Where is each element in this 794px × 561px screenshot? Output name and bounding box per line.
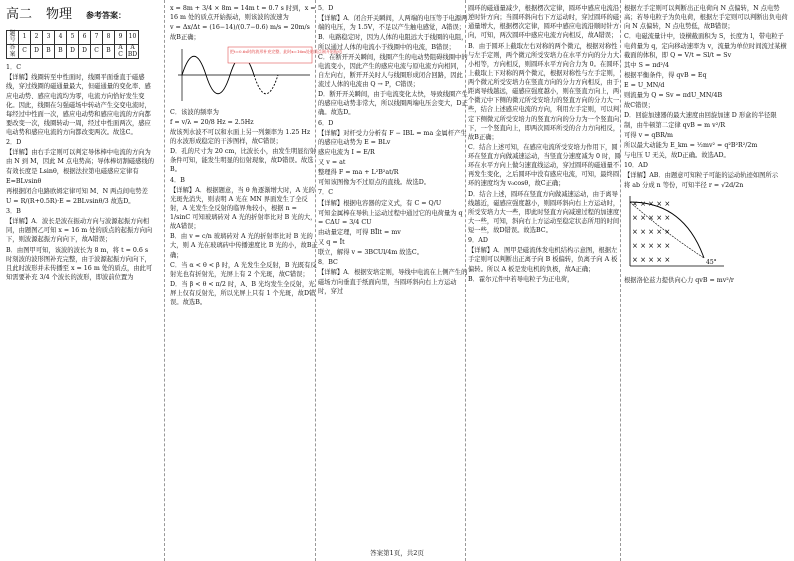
svg-text:× × × × ×: × × × × × [632,256,671,265]
question-number: 4 [55,30,67,44]
text-paragraph: 根据洛伦兹力提供向心力 qvB = mv²/r [624,276,734,284]
text-paragraph: 再根据闭合电路欧姆定律可知 M、N 两点间电势差 [6,187,148,195]
text-paragraph: B．由于圆环上截取左右对称的两个微元，根据对称性与左手定则，两个微元所受安培力在水平方向的分力大小相等，方向相反，则圆环水平方向合力为 0。在圆环上截取上下对称的两个微元，根据对称性与左手定则，两个微元所受安培力在竖直方向的分力方向相反，由于距离导线越远，磁感应强度越小，则在竖直方向上，两个微元中下侧的微元所受安培力的竖直方向的分力大一些，结合上述感应电流的方向，利用左手定则，可以判定下侧微元所受安培力的竖直方向的分力为一个竖直向下，一个竖直向上，即两次圆环所受的合力方向相反，故B正确； [468,42,620,141]
text-paragraph: D．孔的尺寸为 20 cm，比波长小，由发生明显衍射条件可知，能发生明显的衍射现象，故D错误。故选B。 [170,148,317,174]
text-paragraph: 9．AD [468,237,488,245]
text-paragraph: 【详解】A．根据题意，当 θ 角逐渐增大时，A 光的光斑先消失，则表明 A 光在 MN 界面发生了全反射，A 光发生全反射的临界角较小，根据 n = 1/sinC 可知玻璃砖对 A 光的折射率比对 B 光的大，故A错误； [170,186,317,231]
answer-cell: D [79,45,91,59]
text-paragraph: 与电压 U 无关，故D正确。故选AD。 [624,151,730,159]
text-paragraph: 则流量为 Q = Sv = πdU_MN/4B [624,92,723,100]
text-paragraph: B．由 v = c/n 玻璃砖对 A 光的折射率比对 B 光的大，则 A 光在玻璃砖中传播速度比 B 光的小，故B正确； [170,233,318,259]
text-paragraph: 其中 S = πd²/4 [624,61,670,69]
col-divider [164,0,165,561]
text-paragraph: 3．B [6,208,21,216]
column-3 [318,4,468,297]
text-paragraph: 故B正确； [170,34,200,42]
text-paragraph: 可知金属棒在导轨上运动过程中通过它的电荷量为 q = CΔU = 3/4 CU [318,209,463,226]
svg-text:× × × × ×: × × × × × [632,214,671,223]
column-1 [6,4,156,283]
text-paragraph: 2．D [6,139,22,147]
text-paragraph: 所以最大动能为 E_km = ½mv² = q²B²R²/2m [624,141,758,149]
answer-cell: C [91,45,103,59]
answer-cell: A BD [127,44,138,58]
text-paragraph: x = 8m + 3/4 × 8m = 14m t = 0.7 s 时到，x = 16 m 处的质点开始振动，则该波的波速为 [170,5,316,22]
text-paragraph: 又 v = at [318,159,346,166]
text-paragraph: 故C错误； [624,102,655,110]
page-header [6,6,156,25]
text-paragraph: 4．B [170,176,185,184]
text-paragraph: 【详解】由右手定则可以判定导体棒中电流的方向为由 N 到 M，因此 M 点电势高；导体棒切割磁感线的有效长度是 Lsinθ，根据法拉第电磁感应定律有 [6,149,155,175]
text-paragraph: C．当 α < θ < β 时，A 光发生全反射，B 光既有反射光也有折射光，光屏上有 2 个光斑，故C错误； [170,261,317,278]
text-paragraph: 联立，解得 v = 3BCUl/4m 故选C。 [318,249,424,257]
text-paragraph: 【详解】A．图甲是磁流体发电机结构示意图，根据左手定则可以判断出正离子向 B 板偏转，负离子向 A 板偏转。所以 A 板是发电机的负极，故A正确； [468,247,618,273]
text-paragraph: 6．D [318,119,334,127]
text-paragraph: C．在断开开关瞬间，线圈产生的电动势阻碍线圈中的电流变小，因此产生的感应电流与原电流方向相同，自左向右，断开开关时人与线圈形成闭合回路，因此流过人体的电流由 Q → P，C错误； [318,53,468,88]
question-number: 2 [31,30,43,44]
text-paragraph: 1．C [6,64,22,72]
text-paragraph: 圆环的磁通量减少，根据楞次定律，圆环中感应电流沿逆时针方向；当圆环斜向右下方运动时，穿过圆环的磁通量增大，根据楞次定律，圆环中感应电流沿顺时针方向，可知，两次圆环中感应电流方向相反，故A错误； [468,5,620,40]
text-paragraph: 【详解】对杆受力分析有 F − IBL = ma 金属杆产生的感应电动势为 E = BLv [318,129,467,146]
subject-title: 物理 [46,7,73,22]
question-number: 8 [103,30,115,44]
text-paragraph: 根据平衡条件，得 qvB = Eq [624,71,707,79]
question-number: 6 [79,30,91,44]
text-paragraph: 【详解】根据电容器的定义式，有 C = Q/U [318,199,442,207]
field-figure [624,192,788,273]
wave-note: 把t=0.6s时的波形补充完整，此时x=16m处的质点刚开始振动 [230,48,342,54]
column-5 [624,4,788,286]
text-paragraph: U = R/(R+0.5R)·E = 2BLvsinθ/3 故选D。 [6,197,135,205]
text-paragraph: 【详解】线圈转至中性面时，线圈平面垂直于磁感线，穿过线圈的磁通量最大，但磁通量的变化率、感应电动势、感应电流均为零，电流方向恰好发生变化。因此，线圈在匀强磁场中转动产生交变电流时，每经过中性面一次，感应电动势和感应电流的方向都要改变一次，线圈转动一周，经过中性面两次，感应电动势和感应电流的方向都改变两次。故选C。 [6,74,151,137]
answer-cell: D [31,45,43,59]
text-paragraph: 整理得 F = ma + L²B²at/R [318,169,399,177]
page-footer: 答案第1页，共2页 [370,549,424,557]
column-4 [468,4,623,285]
table-header: 答案 [7,45,19,59]
question-number: 5 [67,30,79,44]
grade-title: 高二 [6,7,33,22]
question-number: 7 [91,30,103,44]
text-paragraph: 【详解】A．波长是波在振动方向与波源起振方向相同，由题图乙可知 x = 16 m 处的质点的起振方向向下，则波源起振方向向下，故A错误； [6,218,153,244]
text-paragraph: 将 ab 分成 n 等份，可知半径 r = √2d/2n [624,182,744,190]
text-paragraph: 根据左手定则可以判断出正电荷向 N 点偏转，N 点电势高；若导电粒子为负电荷，根据左手定则可以判断出负电荷向 N 点偏转，N 点电势低，故B错误； [624,5,788,31]
text-paragraph: 感应电流为 I = E/R [318,148,375,156]
question-number: 9 [115,30,127,44]
answer-cell: B [55,45,67,59]
text-paragraph: D．当 β < θ < π/2 时，A、B 光均发生全反射，光屏上仅有反射光，所以光屏上只有 1 个光斑，故D错误。故选B。 [170,280,316,307]
text-paragraph: E = U_MN/d [624,82,665,89]
text-paragraph: 【详解】A．闭合开关瞬间，人两端的电压等于电源两端的电压，为 1.5V，不足以产生触电感觉，A错误； [318,15,468,32]
answer-cell: C [19,45,31,59]
text-paragraph: 可得 v = qBR/m [624,131,673,139]
svg-text:× × × × ×: × × × × × [632,228,671,237]
question-number: 3 [43,30,55,44]
text-paragraph: 10．AD [624,162,648,169]
text-paragraph: 故该列水波不可以和水面上另一列频率为 1.25 Hz 的水波形成稳定的干涉图样，故C错误； [170,128,311,145]
text-paragraph: 【详解】A．根据安培定则，导线中电流在上侧产生的磁场方向垂直于纸面向里，当圆环斜向右上方运动时，穿过 [318,269,468,295]
text-paragraph: C．结合上述可知，在感应电流所受安培力作用下，圆环在竖直方向做减速运动，当竖直分速度减为 0 时，圆环在水平方向上做匀速直线运动，穿过圆环的磁通量不再发生变化，之后圆环中没有感应电流，可知，最终圆环的速度均为 v₀cosθ，故C正确； [468,143,621,188]
text-paragraph: 7．C [318,189,334,197]
text-paragraph: 【详解】AB．由题意可知粒子可能的运动轨迹如图所示 [624,172,779,180]
answer-cell: D [67,45,79,59]
text-paragraph: C．该波的频率为 [170,108,219,116]
question-number: 1 [19,30,31,44]
text-paragraph: C．电磁流量计中，设横截面积为 S，长度为 l，带电粒子电荷量为 q，定向移动速率为 v，流量为单位时间流过某横截面的体积，即 Q = V/t = Sl/t = Sv [624,33,787,59]
answer-cell: B [43,45,55,59]
text-paragraph: B．电路稳定时，因为人体的电阻远大于线圈的电阻，所以通过人体的电流小于线圈中的电流，B错误； [318,34,468,51]
text-paragraph: B．霍尔元件中若导电粒子为正电荷， [468,275,574,283]
answer-cell: A C [115,45,127,59]
text-paragraph: D．断开开关瞬间，由于电流变化太快，导致线圈产生的感应电动势非常大，所以线圈两端电压会变大，D正确。故选D。 [318,91,468,117]
text-paragraph: f = v/λ = 20/8 Hz = 2.5Hz [170,118,254,126]
text-paragraph: 可知该图像为不过原点的直线。故选D。 [318,179,431,187]
wave-figure [170,45,342,106]
table-header: 题号 [7,30,19,44]
answer-cell: B [103,45,115,59]
angle-label: 45° [706,259,717,267]
text-paragraph: 8．BC [318,259,338,267]
text-paragraph: D．结合上述，圆环在竖直方向做减速运动，由于离导线越近，磁感应强度越小，则圆环斜向右上方运动时，所受安培力大一些，即此时竖直方向减速过程的加速度大一些，可知，斜向右上方运动至稳定状态所用的时间短一些，故D错误。故选BC。 [468,190,620,234]
text-paragraph: E=BLvsinθ [6,177,42,185]
svg-text:× × × × ×: × × × × × [632,200,671,209]
text-paragraph: 5．D [318,5,334,12]
text-paragraph: v = Δx/Δt = (16−14)/(0.7−0.6) m/s = 20m/s [170,24,310,32]
text-paragraph: 又 q = Īt [318,239,345,246]
answer-ref-label: 参考答案： [86,11,127,20]
text-paragraph: 由动量定理，可得 BĪlt = mv [318,228,401,236]
answer-table [6,30,139,59]
svg-text:× × × × ×: × × × × × [632,242,671,251]
text-paragraph: D．回旋加速器的最大速度由回旋加速 D 形盒的半径限制，由牛顿第二定律 qvB = m v²/R [624,112,777,129]
question-number: 10 [127,30,139,44]
text-paragraph: B．由图甲可知，该波的波长为 8 m，将 t = 0.6 s 时刻波的波形图补充完整，由于波源起振方向向下，且此时波形并未传播至 x = 16 m 处的质点，由此可知需要补充 3/4 个波长的波形，即波前位置为 [6,246,153,281]
